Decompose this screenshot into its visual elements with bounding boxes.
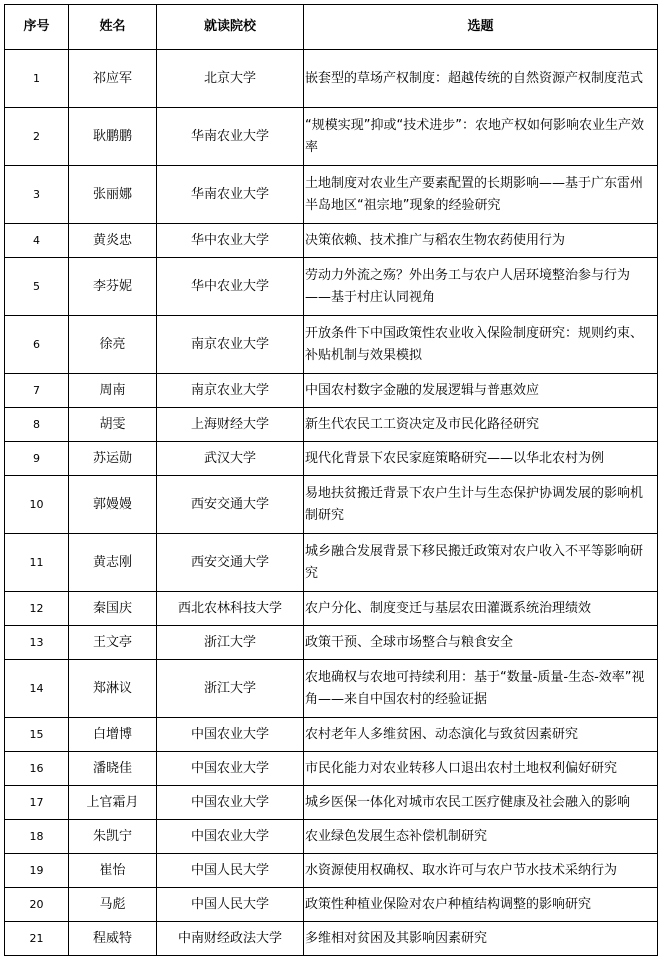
row-number: 6 — [5, 316, 69, 374]
row-name: 郑淋议 — [69, 660, 157, 718]
row-name: 白增博 — [69, 718, 157, 752]
row-number: 8 — [5, 408, 69, 442]
row-topic: 多维相对贫困及其影响因素研究 — [304, 922, 658, 956]
row-topic: 决策依赖、技术推广与稻农生物农药使用行为 — [304, 224, 658, 258]
row-topic: 土地制度对农业生产要素配置的长期影响——基于广东雷州半岛地区“祖宗地”现象的经验研究 — [304, 166, 658, 224]
row-topic: 市民化能力对农业转移人口退出农村土地权利偏好研究 — [304, 752, 658, 786]
row-name: 祁应军 — [69, 50, 157, 108]
row-name: 苏运勋 — [69, 442, 157, 476]
row-school: 上海财经大学 — [157, 408, 304, 442]
table-row — [5, 166, 658, 224]
row-number: 9 — [5, 442, 69, 476]
table-row — [5, 408, 658, 442]
table-row — [5, 592, 658, 626]
table-row — [5, 922, 658, 956]
awardee-table — [4, 4, 658, 956]
row-name: 徐亮 — [69, 316, 157, 374]
row-number: 7 — [5, 374, 69, 408]
row-name: 李芬妮 — [69, 258, 157, 316]
row-school: 浙江大学 — [157, 660, 304, 718]
row-name: 上官霜月 — [69, 786, 157, 820]
header-number: 序号 — [5, 5, 69, 50]
row-school: 南京农业大学 — [157, 374, 304, 408]
row-name: 潘晓佳 — [69, 752, 157, 786]
row-topic: 政策性种植业保险对农户种植结构调整的影响研究 — [304, 888, 658, 922]
table-row — [5, 820, 658, 854]
row-number: 16 — [5, 752, 69, 786]
row-school: 华中农业大学 — [157, 258, 304, 316]
row-number: 1 — [5, 50, 69, 108]
row-topic: 农户分化、制度变迁与基层农田灌溉系统治理绩效 — [304, 592, 658, 626]
row-topic: 开放条件下中国政策性农业收入保险制度研究：规则约束、补贴机制与效果模拟 — [304, 316, 658, 374]
row-name: 胡雯 — [69, 408, 157, 442]
row-number: 18 — [5, 820, 69, 854]
table-header-row — [5, 5, 658, 50]
row-number: 5 — [5, 258, 69, 316]
header-school: 就读院校 — [157, 5, 304, 50]
row-number: 3 — [5, 166, 69, 224]
row-name: 耿鹏鹏 — [69, 108, 157, 166]
row-name: 秦国庆 — [69, 592, 157, 626]
table-row — [5, 534, 658, 592]
row-topic: 农地确权与农地可持续利用：基于“数量-质量-生态-效率”视角——来自中国农村的经验证据 — [304, 660, 658, 718]
row-name: 周南 — [69, 374, 157, 408]
row-school: 南京农业大学 — [157, 316, 304, 374]
table-row — [5, 854, 658, 888]
row-school: 中国农业大学 — [157, 718, 304, 752]
row-school: 中国农业大学 — [157, 752, 304, 786]
row-school: 西安交通大学 — [157, 476, 304, 534]
row-topic: 城乡医保一体化对城市农民工医疗健康及社会融入的影响 — [304, 786, 658, 820]
row-name: 朱凯宁 — [69, 820, 157, 854]
row-name: 崔怡 — [69, 854, 157, 888]
row-topic: 新生代农民工工资决定及市民化路径研究 — [304, 408, 658, 442]
row-topic: 水资源使用权确权、取水许可与农户节水技术采纳行为 — [304, 854, 658, 888]
row-topic: 嵌套型的草场产权制度：超越传统的自然资源产权制度范式 — [304, 50, 658, 108]
table-row — [5, 752, 658, 786]
table-row — [5, 626, 658, 660]
row-topic: 中国农村数字金融的发展逻辑与普惠效应 — [304, 374, 658, 408]
table-row — [5, 786, 658, 820]
row-name: 郭嫚嫚 — [69, 476, 157, 534]
row-school: 武汉大学 — [157, 442, 304, 476]
table-row — [5, 718, 658, 752]
table-row — [5, 374, 658, 408]
row-topic: 农村老年人多维贫困、动态演化与致贫因素研究 — [304, 718, 658, 752]
row-topic: 城乡融合发展背景下移民搬迁政策对农户收入不平等影响研究 — [304, 534, 658, 592]
row-school: 华南农业大学 — [157, 166, 304, 224]
row-school: 华中农业大学 — [157, 224, 304, 258]
row-topic: 劳动力外流之殇？外出务工与农户人居环境整治参与行为——基于村庄认同视角 — [304, 258, 658, 316]
row-topic: “规模实现”抑或“技术进步”：农地产权如何影响农业生产效率 — [304, 108, 658, 166]
row-topic: 农业绿色发展生态补偿机制研究 — [304, 820, 658, 854]
row-school: 北京大学 — [157, 50, 304, 108]
row-school: 浙江大学 — [157, 626, 304, 660]
row-school: 西安交通大学 — [157, 534, 304, 592]
row-number: 13 — [5, 626, 69, 660]
row-school: 中南财经政法大学 — [157, 922, 304, 956]
row-number: 2 — [5, 108, 69, 166]
row-number: 20 — [5, 888, 69, 922]
row-number: 11 — [5, 534, 69, 592]
table-row — [5, 258, 658, 316]
table-row — [5, 50, 658, 108]
table-row — [5, 476, 658, 534]
row-school: 中国农业大学 — [157, 820, 304, 854]
row-number: 12 — [5, 592, 69, 626]
row-name: 张丽娜 — [69, 166, 157, 224]
table-row — [5, 224, 658, 258]
row-topic: 易地扶贫搬迁背景下农户生计与生态保护协调发展的影响机制研究 — [304, 476, 658, 534]
row-number: 19 — [5, 854, 69, 888]
table-row — [5, 316, 658, 374]
table-row — [5, 888, 658, 922]
row-number: 10 — [5, 476, 69, 534]
row-name: 黄志刚 — [69, 534, 157, 592]
row-number: 17 — [5, 786, 69, 820]
row-name: 马彪 — [69, 888, 157, 922]
row-name: 程威特 — [69, 922, 157, 956]
row-school: 中国人民大学 — [157, 854, 304, 888]
row-name: 王文亭 — [69, 626, 157, 660]
header-name: 姓名 — [69, 5, 157, 50]
row-number: 4 — [5, 224, 69, 258]
row-topic: 现代化背景下农民家庭策略研究——以华北农村为例 — [304, 442, 658, 476]
table-row — [5, 108, 658, 166]
table-row — [5, 660, 658, 718]
row-number: 14 — [5, 660, 69, 718]
table-row — [5, 442, 658, 476]
row-school: 西北农林科技大学 — [157, 592, 304, 626]
row-school: 华南农业大学 — [157, 108, 304, 166]
row-name: 黄炎忠 — [69, 224, 157, 258]
row-number: 15 — [5, 718, 69, 752]
row-school: 中国人民大学 — [157, 888, 304, 922]
row-topic: 政策干预、全球市场整合与粮食安全 — [304, 626, 658, 660]
row-number: 21 — [5, 922, 69, 956]
header-topic: 选题 — [304, 5, 658, 50]
row-school: 中国农业大学 — [157, 786, 304, 820]
